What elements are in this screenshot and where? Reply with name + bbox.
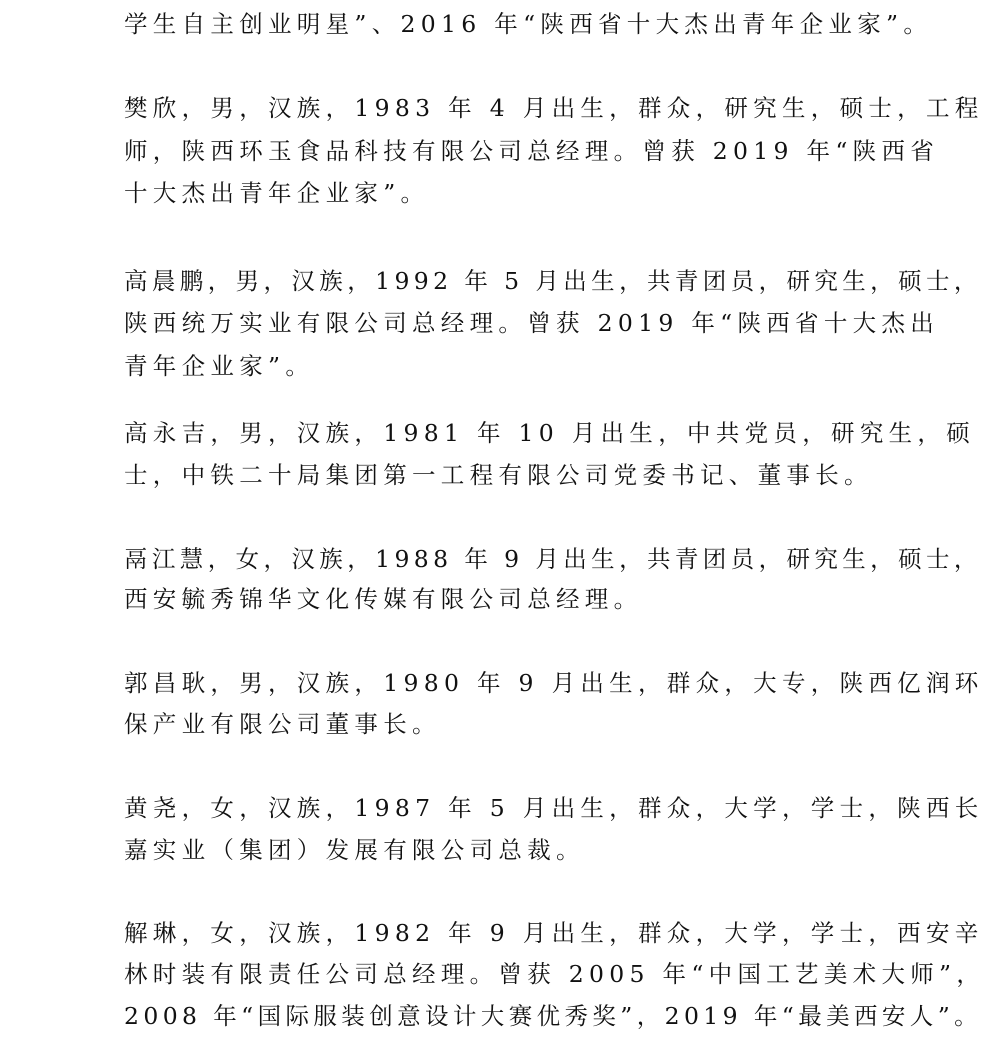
paragraph-line: 郭昌耿，男，汉族，1980 年 9 月出生，群众，大专，陕西亿润环 [124, 669, 984, 697]
paragraph-line: 保产业有限公司董事长。 [124, 710, 441, 738]
paragraph-line: 嘉实业（集团）发展有限公司总裁。 [124, 836, 585, 864]
paragraph-line: 青年企业家”。 [124, 352, 315, 380]
paragraph-line: 陕西统万实业有限公司总经理。曾获 2019 年“陕西省十大杰出 [124, 309, 940, 337]
paragraph-line: 樊欣，男，汉族，1983 年 4 月出生，群众，研究生，硕士，工程 [124, 94, 984, 122]
paragraph-line: 鬲江慧，女，汉族，1988 年 9 月出生，共青团员，研究生，硕士， [124, 545, 982, 573]
paragraph-line: 士，中铁二十局集团第一工程有限公司党委书记、董事长。 [124, 461, 873, 489]
paragraph-line: 西安毓秀锦华文化传媒有限公司总经理。 [124, 585, 643, 613]
paragraph-line: 高永吉，男，汉族，1981 年 10 月出生，中共党员，研究生，硕 [124, 419, 976, 447]
paragraph-line: 高晨鹏，男，汉族，1992 年 5 月出生，共青团员，研究生，硕士， [124, 267, 982, 295]
paragraph-line: 师，陕西环玉食品科技有限公司总经理。曾获 2019 年“陕西省 [124, 137, 940, 165]
paragraph-line: 十大杰出青年企业家”。 [124, 179, 430, 207]
paragraph-line: 学生自主创业明星”、2016 年“陕西省十大杰出青年企业家”。 [124, 10, 933, 38]
paragraph-line: 林时装有限责任公司总经理。曾获 2005 年“中国工艺美术大师”， [124, 960, 986, 988]
paragraph-line: 2008 年“国际服装创意设计大赛优秀奖”，2019 年“最美西安人”。 [124, 1002, 983, 1030]
paragraph-line: 黄尧，女，汉族，1987 年 5 月出生，群众，大学，学士，陕西长 [124, 794, 984, 822]
paragraph-line: 解琳，女，汉族，1982 年 9 月出生，群众，大学，学士，西安辛 [124, 919, 984, 947]
